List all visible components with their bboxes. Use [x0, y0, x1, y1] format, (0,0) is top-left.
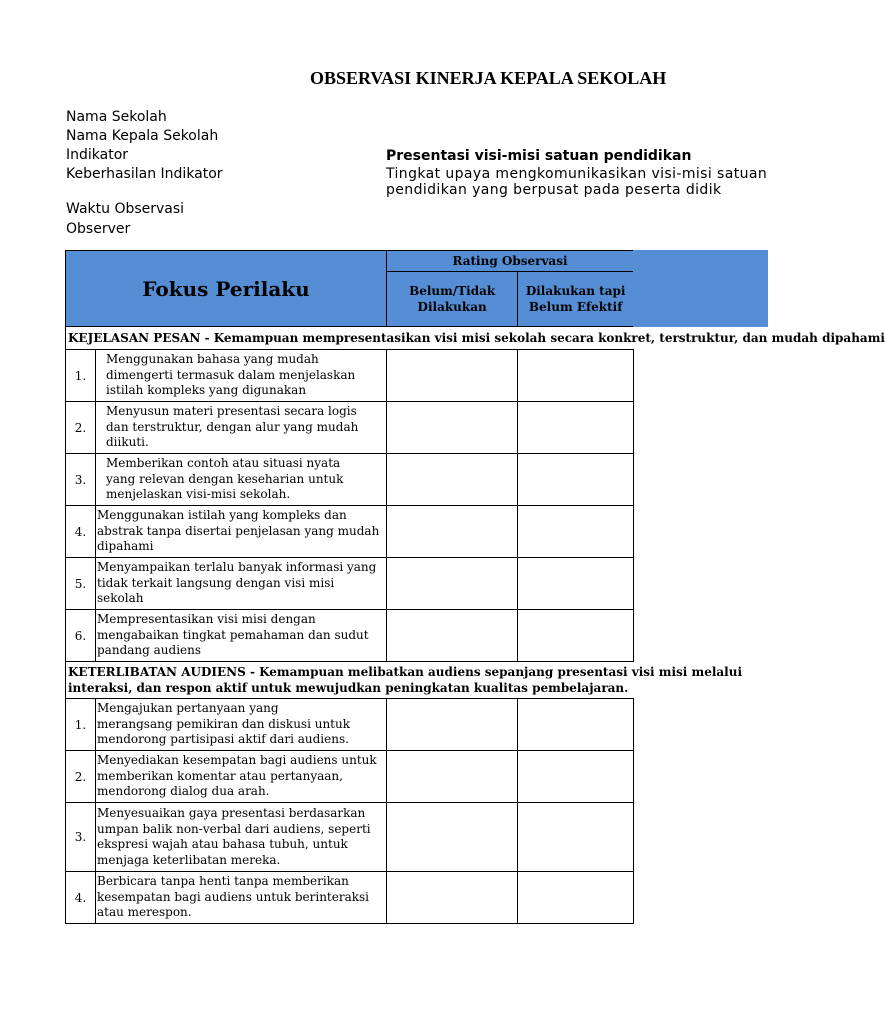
row-description: Berbicara tanpa henti tanpa memberikan kesempatan bagi audiens untuk berinteraksi atau merespon.: [96, 872, 387, 924]
rating-observasi-header: Rating Observasi: [387, 251, 634, 272]
rating-cell-belum-efektif[interactable]: [518, 454, 633, 506]
fokus-perilaku-header: Fokus Perilaku: [66, 251, 387, 327]
rating-cell-belum-efektif[interactable]: [518, 506, 633, 558]
info-labels: [66, 108, 223, 239]
rating-cell-belum-efektif[interactable]: [518, 803, 633, 872]
row-number: 1.: [66, 350, 96, 402]
success-value-line1: Tingkat upaya mengkomunikasikan visi-misi satuan: [386, 166, 768, 182]
table-row: [66, 803, 634, 872]
label-waktu-observasi: Waktu Observasi: [66, 201, 185, 217]
section-heading-keterlibatan-audiens: KETERLIBATAN AUDIENS - Kemampuan melibatkan audiens sepanjang presentasi visi misi melalui interaksi, dan respon aktif untuk mewujudkan peningkatan kualitas pembelajaran.: [66, 662, 634, 699]
rating-cell-belum-efektif[interactable]: [518, 402, 633, 454]
row-number: 2.: [66, 751, 96, 803]
label-keberhasilan-indikator: Keberhasilan Indikator: [66, 166, 223, 182]
row-description: Menggunakan istilah yang kompleks dan abstrak tanpa disertai penjelasan yang mudah dipahami: [96, 506, 387, 558]
table-row: [66, 699, 634, 751]
rating-cell-belum[interactable]: [387, 402, 518, 454]
success-value-line2: pendidikan yang berpusat pada peserta didik: [386, 182, 722, 198]
rating-cell-belum-efektif[interactable]: [518, 872, 633, 924]
col-belum-tidak-dilakukan: Belum/Tidak Dilakukan: [387, 272, 518, 327]
observation-table: [65, 250, 885, 924]
table-row: [66, 872, 634, 924]
header-fill-extension: [632, 250, 768, 327]
label-indikator: Indikator: [66, 147, 129, 163]
row-description: Menyesuaikan gaya presentasi berdasarkan umpan balik non-verbal dari audiens, seperti ekspresi wajah atau bahasa tubuh, untuk menjaga keterlibatan mereka.: [96, 803, 387, 872]
label-observer: Observer: [66, 221, 131, 237]
rating-cell-belum-efektif[interactable]: [518, 699, 633, 751]
row-description: Menyusun materi presentasi secara logis dan terstruktur, dengan alur yang mudah diikuti.: [96, 402, 387, 454]
row-number: 5.: [66, 558, 96, 610]
label-nama-kepala-sekolah: Nama Kepala Sekolah: [66, 128, 219, 144]
rating-cell-belum-efektif[interactable]: [518, 350, 633, 402]
row-description: Menyampaikan terlalu banyak informasi yang tidak terkait langsung dengan visi misi sekolah: [96, 558, 387, 610]
table-row: [66, 558, 634, 610]
rating-cell-belum[interactable]: [387, 803, 518, 872]
page-title: OBSERVASI KINERJA KEPALA SEKOLAH: [310, 68, 667, 88]
row-description: Mengajukan pertanyaan yang merangsang pemikiran dan diskusi untuk mendorong partisipasi aktif dari audiens.: [96, 699, 387, 751]
rating-cell-belum-efektif[interactable]: [518, 610, 633, 662]
rating-cell-belum[interactable]: [387, 350, 518, 402]
row-description: Memberikan contoh atau situasi nyata yang relevan dengan keseharian untuk menjelaskan visi-misi sekolah.: [96, 454, 387, 506]
col-dilakukan-belum-efektif: Dilakukan tapi Belum Efektif: [518, 272, 633, 327]
table-row: [66, 751, 634, 803]
rating-cell-belum[interactable]: [387, 454, 518, 506]
row-number: 4.: [66, 506, 96, 558]
row-description: Mempresentasikan visi misi dengan mengabaikan tingkat pemahaman dan sudut pandang audiens: [96, 610, 387, 662]
table-row: [66, 350, 634, 402]
rating-cell-belum[interactable]: [387, 506, 518, 558]
row-number: 3.: [66, 803, 96, 872]
rating-cell-belum-efektif[interactable]: [518, 558, 633, 610]
indicator-values: [386, 146, 768, 198]
rating-cell-belum[interactable]: [387, 610, 518, 662]
table-row: [66, 454, 634, 506]
section-heading-kejelasan-pesan: KEJELASAN PESAN - Kemampuan mempresentasikan visi misi sekolah secara konkret, terstruktur, dan mudah dipahami: [66, 327, 634, 350]
row-number: 2.: [66, 402, 96, 454]
row-number: 6.: [66, 610, 96, 662]
rating-cell-belum[interactable]: [387, 558, 518, 610]
table-row: [66, 402, 634, 454]
indicator-value: Presentasi visi-misi satuan pendidikan: [386, 148, 692, 164]
row-number: 1.: [66, 699, 96, 751]
rating-cell-belum-efektif[interactable]: [518, 751, 633, 803]
rating-cell-belum[interactable]: [387, 699, 518, 751]
rating-cell-belum[interactable]: [387, 872, 518, 924]
row-number: 4.: [66, 872, 96, 924]
label-nama-sekolah: Nama Sekolah: [66, 109, 167, 125]
table-row: [66, 506, 634, 558]
rating-cell-belum[interactable]: [387, 751, 518, 803]
table-row: [66, 610, 634, 662]
row-description: Menyediakan kesempatan bagi audiens untuk memberikan komentar atau pertanyaan, mendorong dialog dua arah.: [96, 751, 387, 803]
row-description: Menggunakan bahasa yang mudah dimengerti termasuk dalam menjelaskan istilah kompleks yang digunakan: [96, 350, 387, 402]
row-number: 3.: [66, 454, 96, 506]
